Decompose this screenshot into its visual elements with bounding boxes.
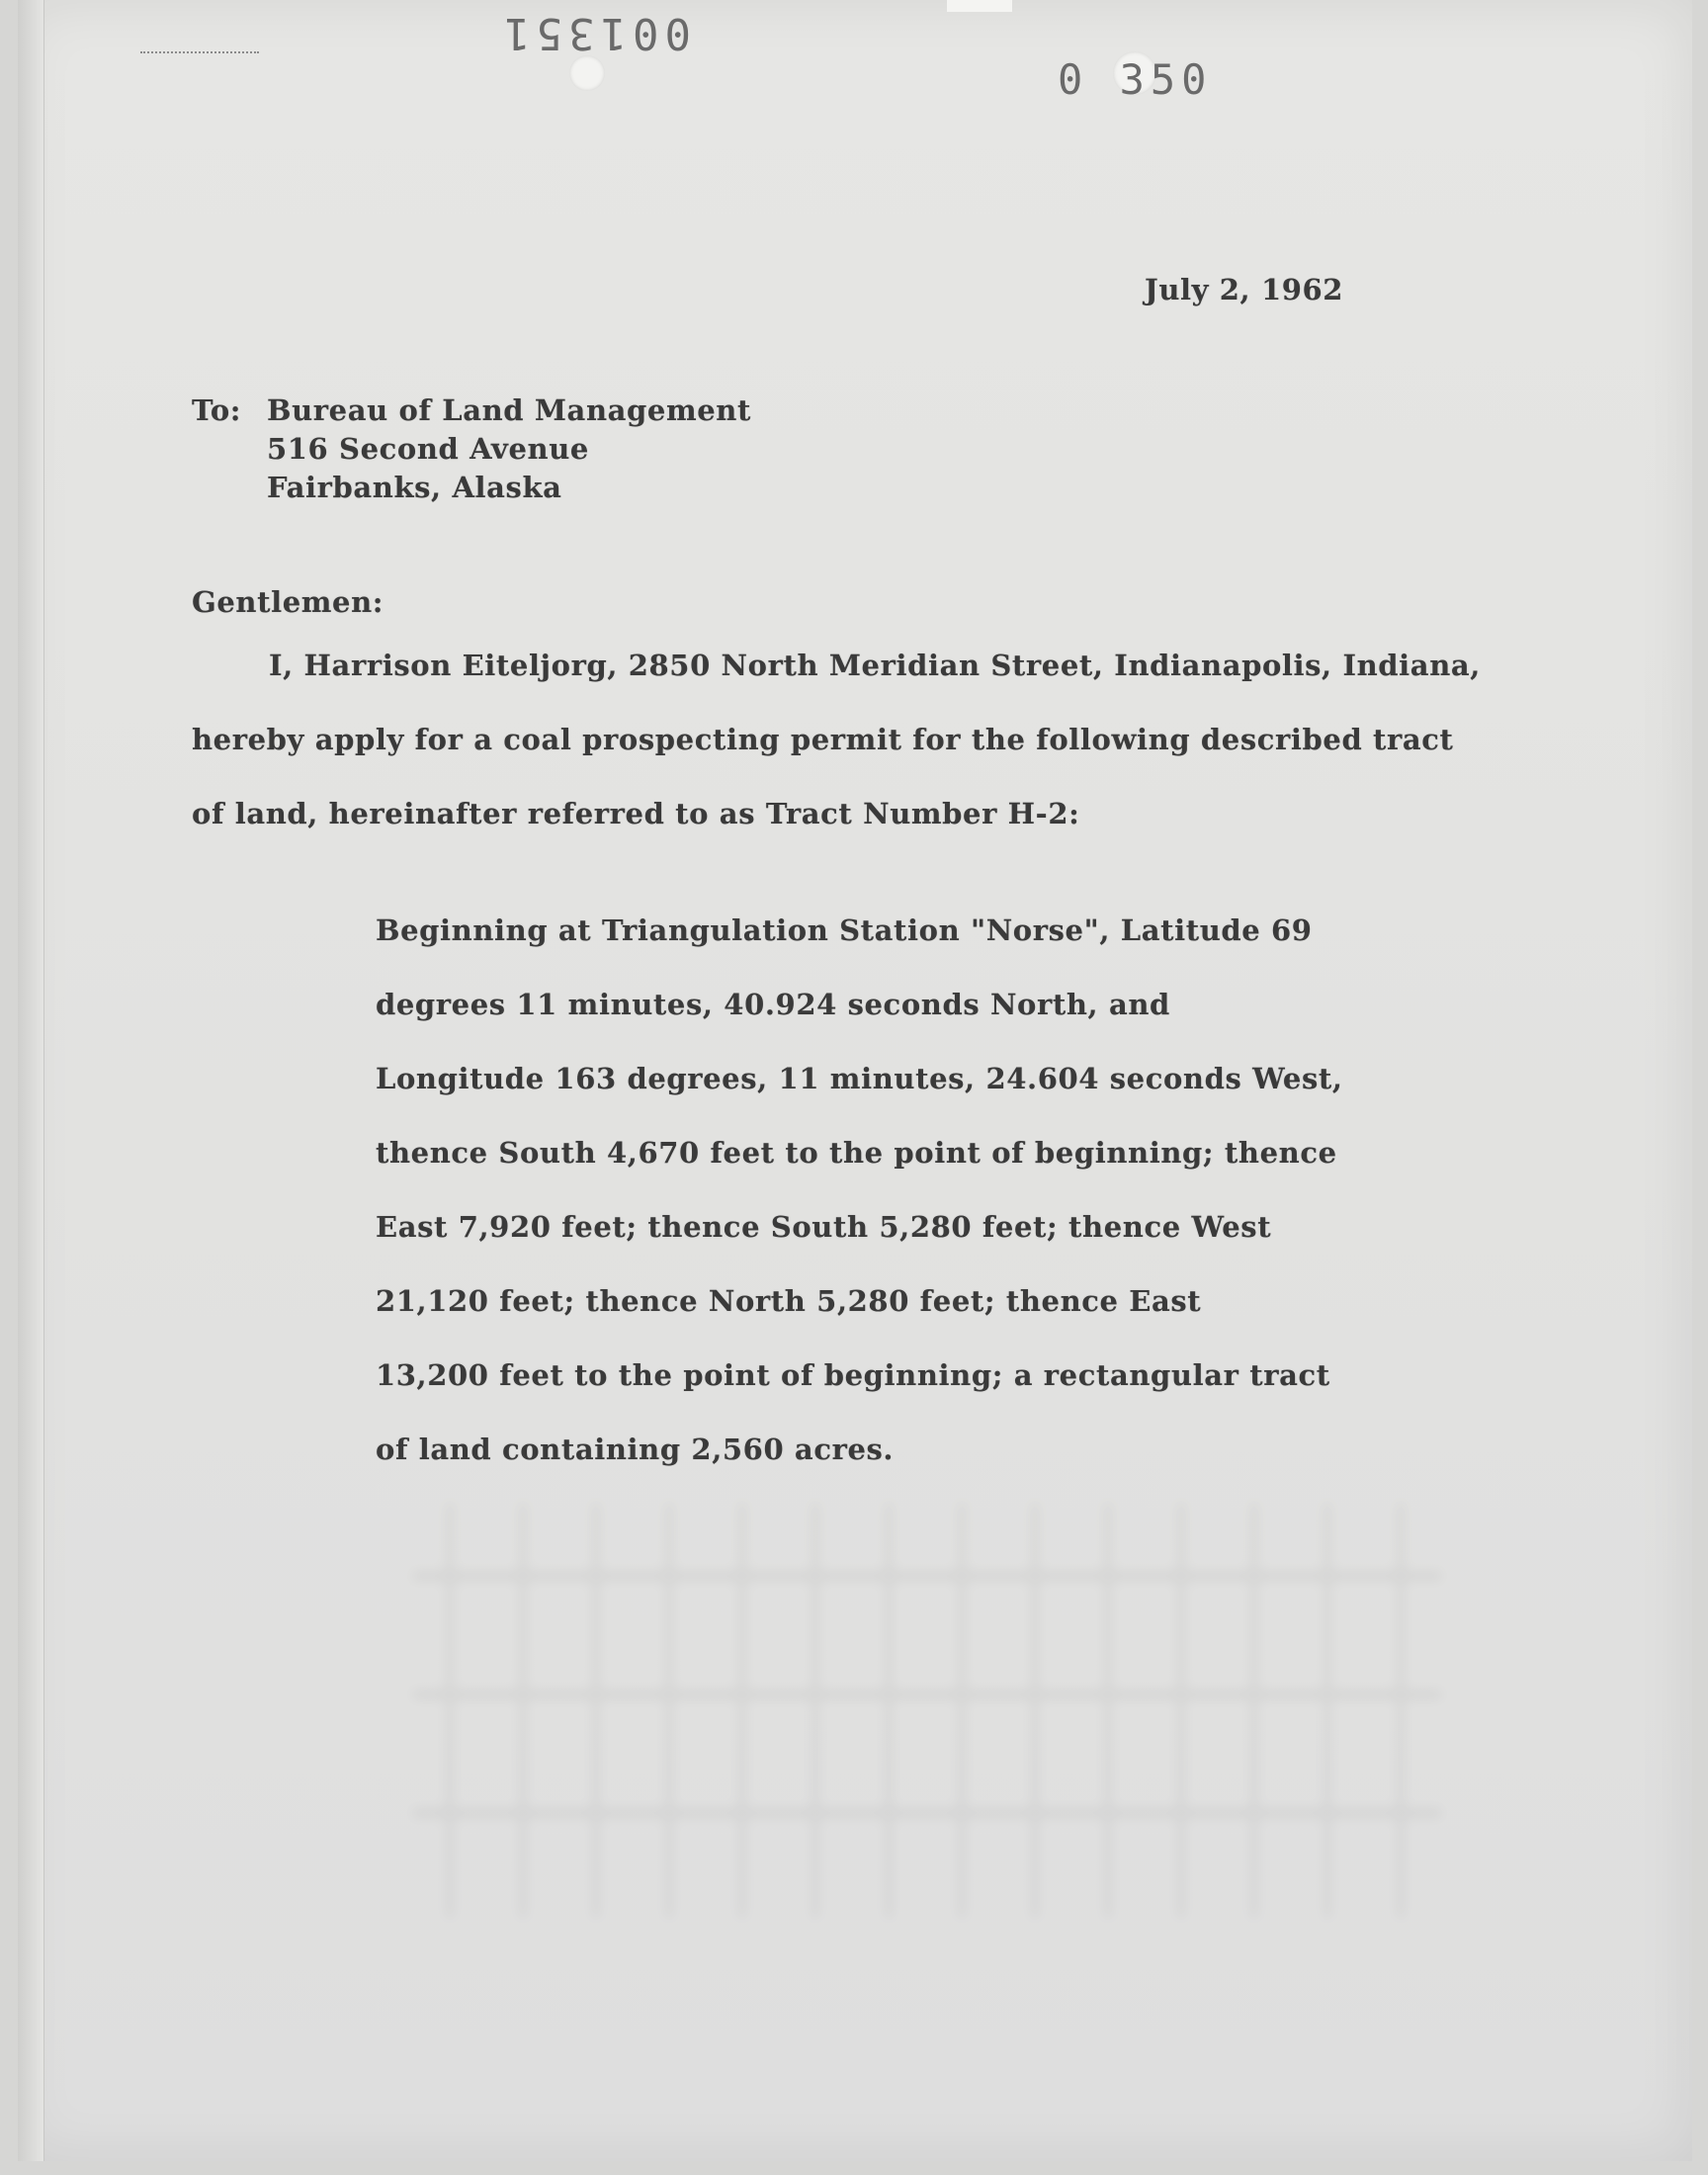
tract-description-line: degrees 11 minutes, 40.924 seconds North, and: [376, 988, 1170, 1021]
reverse-side-bleed-through: [413, 1503, 1441, 1918]
body-line: of land, hereinafter referred to as Tract Number H-2:: [192, 797, 1080, 830]
pencil-dash-mark: [140, 51, 259, 57]
tract-description-line: 13,200 feet to the point of beginning; a rectangular tract: [376, 1358, 1330, 1392]
handwritten-file-number: 001351: [498, 8, 691, 58]
body-line: hereby apply for a coal prospecting permit for the following described tract: [192, 723, 1454, 756]
tract-description-line: 21,120 feet; thence North 5,280 feet; thence East: [376, 1284, 1202, 1318]
recipient-line-street: 516 Second Avenue: [267, 432, 589, 466]
tract-description-line: East 7,920 feet; thence South 5,280 feet; thence West: [376, 1210, 1272, 1244]
tract-description-line: Longitude 163 degrees, 11 minutes, 24.604 seconds West,: [376, 1062, 1343, 1095]
salutation: Gentlemen:: [192, 585, 384, 619]
letter-date: July 2, 1962: [1145, 273, 1344, 306]
body-line: I, Harrison Eiteljorg, 2850 North Meridian Street, Indianapolis, Indiana,: [269, 649, 1481, 682]
paper-tab: [947, 0, 1012, 12]
tract-description-line: thence South 4,670 feet to the point of beginning; thence: [376, 1136, 1337, 1170]
recipient-line-organization: Bureau of Land Management: [267, 393, 751, 427]
recipient-to-label: To:: [192, 393, 242, 427]
handwritten-serial-number: 0 350: [1058, 55, 1213, 104]
recipient-line-city: Fairbanks, Alaska: [267, 471, 562, 504]
tract-description-line: Beginning at Triangulation Station "Norse", Latitude 69: [376, 914, 1313, 947]
page-edge-strip: [18, 0, 44, 2161]
punch-hole-left: [569, 55, 605, 91]
tract-description-line: of land containing 2,560 acres.: [376, 1433, 895, 1466]
letter-page: [18, 0, 1692, 2161]
